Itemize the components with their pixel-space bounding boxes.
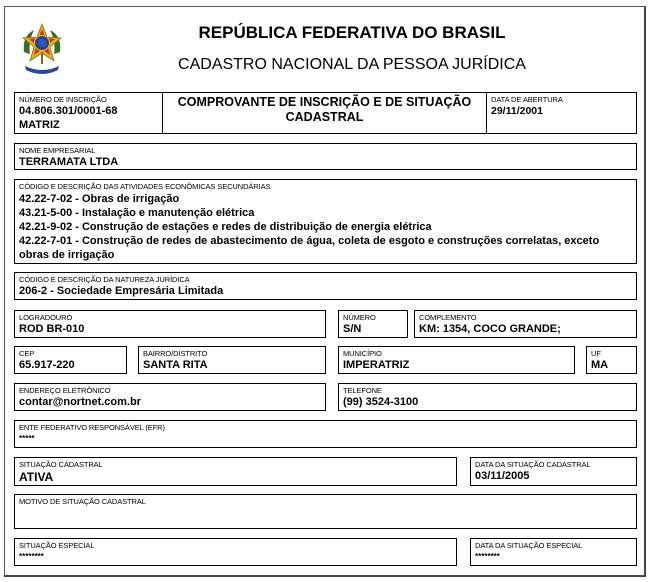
complemento-label: COMPLEMENTO bbox=[419, 313, 477, 322]
atividades-label: CÓDIGO E DESCRIÇÃO DAS ATIVIDADES ECONÔMICAS SECUNDÁRIAS bbox=[19, 182, 271, 191]
cnpj-value: 04.806.301/0001-68 bbox=[19, 105, 118, 117]
atividade-item: 43.21-5-00 - Instalação e manutenção elétrica bbox=[19, 207, 255, 219]
municipio-label: MUNICÍPIO bbox=[343, 349, 382, 358]
bairro-value: SANTA RITA bbox=[143, 359, 208, 371]
data-situacao-especial-value: ******** bbox=[475, 552, 500, 561]
atividade-item: 42.21-9-02 - Construção de estações e redes de distribuição de energia elétrica bbox=[19, 221, 432, 233]
atividade-item: obras de irrigação bbox=[19, 249, 115, 261]
motivo-situacao-label: MOTIVO DE SITUAÇÃO CADASTRAL bbox=[19, 497, 146, 506]
atividades-secundarias-box bbox=[14, 179, 637, 264]
bairro-box bbox=[138, 346, 326, 374]
uf-value: MA bbox=[591, 359, 609, 371]
comprovante-title-line1: COMPROVANTE DE INSCRIÇÃO E DE SITUAÇÃO bbox=[177, 95, 472, 109]
logradouro-value: ROD BR-010 bbox=[19, 323, 85, 335]
data-situacao-label: DATA DA SITUAÇÃO CADASTRAL bbox=[475, 460, 591, 469]
municipio-box bbox=[338, 346, 575, 374]
nome-empresarial-label: NOME EMPRESARIAL bbox=[19, 146, 96, 155]
situacao-cadastral-box bbox=[14, 457, 457, 486]
page-subtitle: CADASTRO NACIONAL DA PESSOA JURÍDICA bbox=[178, 56, 526, 73]
situacao-cadastral-label: SITUAÇÃO CADASTRAL bbox=[19, 460, 103, 469]
data-situacao-box bbox=[470, 457, 637, 486]
telefone-label: TELEFONE bbox=[343, 386, 382, 395]
email-value: contar@nortnet.com.br bbox=[19, 396, 141, 408]
efr-box bbox=[14, 420, 637, 448]
complemento-box bbox=[414, 310, 637, 338]
nome-empresarial-box bbox=[14, 143, 637, 170]
tipo-value: MATRIZ bbox=[19, 119, 60, 131]
email-label: ENDEREÇO ELETRÔNICO bbox=[19, 386, 111, 395]
cep-value: 65.917-220 bbox=[19, 359, 75, 371]
efr-label: ENTE FEDERATIVO RESPONSÁVEL (EFR) bbox=[19, 423, 165, 432]
telefone-box bbox=[338, 383, 637, 411]
situacao-cadastral-value: ATIVA bbox=[19, 470, 54, 484]
natureza-juridica-value: 206-2 - Sociedade Empresária Limitada bbox=[19, 285, 224, 297]
email-box bbox=[14, 383, 326, 411]
data-situacao-especial-label: DATA DA SITUAÇÃO ESPECIAL bbox=[475, 541, 583, 550]
logradouro-label: LOGRADOURO bbox=[19, 313, 73, 322]
uf-box bbox=[586, 346, 637, 374]
page-title: REPÚBLICA FEDERATIVA DO BRASIL bbox=[198, 23, 506, 42]
situacao-especial-value: ******** bbox=[19, 552, 44, 561]
bairro-label: BAIRRO/DISTRITO bbox=[143, 349, 208, 358]
natureza-juridica-box bbox=[14, 272, 637, 300]
comprovante-box bbox=[162, 92, 487, 134]
numero-inscricao-box bbox=[14, 92, 163, 134]
data-abertura-value: 29/11/2001 bbox=[491, 105, 543, 117]
atividade-item: 42.22-7-01 - Construção de redes de abastecimento de água, coleta de esgoto e construções correlatas, exceto bbox=[19, 235, 600, 247]
cep-label: CEP bbox=[19, 349, 35, 358]
natureza-juridica-label: CÓDIGO E DESCRIÇÃO DA NATUREZA JURÍDICA bbox=[19, 275, 190, 284]
cep-box bbox=[14, 346, 127, 374]
numero-value: S/N bbox=[343, 323, 362, 335]
motivo-situacao-box bbox=[14, 494, 637, 529]
data-abertura-box bbox=[486, 92, 637, 134]
numero-box bbox=[338, 310, 408, 338]
municipio-value: IMPERATRIZ bbox=[343, 359, 410, 371]
numero-label: NÚMERO bbox=[343, 313, 376, 322]
atividade-item: 42.22-7-02 - Obras de irrigação bbox=[19, 193, 180, 205]
logradouro-box bbox=[14, 310, 326, 338]
situacao-especial-box bbox=[14, 538, 457, 566]
data-abertura-label: DATA DE ABERTURA bbox=[491, 95, 563, 104]
efr-value: ***** bbox=[19, 434, 35, 443]
data-situacao-value: 03/11/2005 bbox=[475, 470, 530, 482]
numero-inscricao-label: NÚMERO DE INSCRIÇÃO bbox=[19, 95, 107, 104]
telefone-value: (99) 3524-3100 bbox=[343, 396, 419, 408]
comprovante-title-line2: CADASTRAL bbox=[285, 110, 364, 124]
nome-empresarial-value: TERRAMATA LTDA bbox=[19, 156, 119, 168]
data-situacao-especial-box bbox=[470, 538, 637, 566]
situacao-especial-label: SITUAÇÃO ESPECIAL bbox=[19, 541, 95, 550]
uf-label: UF bbox=[591, 349, 601, 358]
complemento-value: KM: 1354, COCO GRANDE; bbox=[419, 323, 561, 335]
